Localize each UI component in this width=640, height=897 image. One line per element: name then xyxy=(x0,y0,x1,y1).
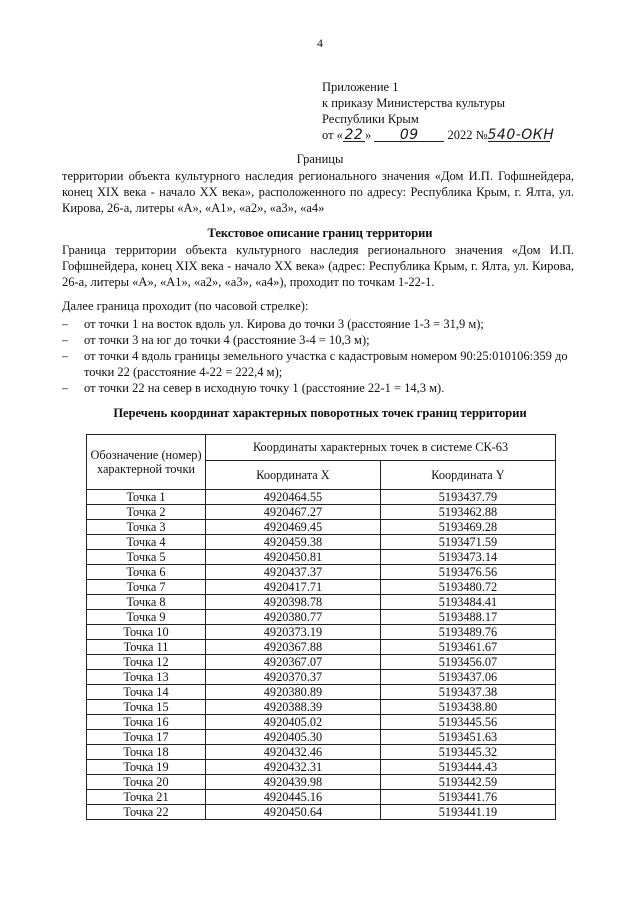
appendix-republic-line: Республики Крым xyxy=(322,112,419,126)
point-cell: Точка 9 xyxy=(87,610,206,625)
table-row xyxy=(87,520,556,535)
point-cell: Точка 5 xyxy=(87,550,206,565)
point-cell: Точка 1 xyxy=(87,490,206,505)
coord-y-cell: 5193456.07 xyxy=(380,655,555,670)
coord-x-cell: 4920467.27 xyxy=(206,505,381,520)
dash-marker: – xyxy=(62,349,69,363)
handwritten-month: 09 xyxy=(374,129,444,142)
point-cell: Точка 20 xyxy=(87,775,206,790)
coord-y-cell: 5193471.59 xyxy=(380,535,555,550)
coord-y-cell: 5193484.41 xyxy=(380,595,555,610)
coord-y-cell: 5193444.43 xyxy=(380,760,555,775)
point-cell: Точка 19 xyxy=(87,760,206,775)
table-row xyxy=(87,805,556,820)
point-cell: Точка 15 xyxy=(87,700,206,715)
coord-x-cell: 4920367.88 xyxy=(206,640,381,655)
coord-y-cell: 5193480.72 xyxy=(380,580,555,595)
coord-x-cell: 4920405.30 xyxy=(206,730,381,745)
coord-x-cell: 4920464.55 xyxy=(206,490,381,505)
boundary-step: – от точки 22 на север в исходную точку 1 (расстояние 22-1 = 14,3 м). xyxy=(62,381,445,395)
appendix-title: Приложение 1 xyxy=(322,80,399,94)
coord-x-cell: 4920432.31 xyxy=(206,760,381,775)
point-cell: Точка 2 xyxy=(87,505,206,520)
coord-y-cell: 5193445.56 xyxy=(380,715,555,730)
table-row xyxy=(87,730,556,745)
boundary-steps-list xyxy=(62,316,582,396)
date-prefix: от « xyxy=(322,128,343,142)
coord-x-cell: 4920367.07 xyxy=(206,655,381,670)
table-row xyxy=(87,565,556,580)
point-cell: Точка 12 xyxy=(87,655,206,670)
table-row xyxy=(87,700,556,715)
boundary-intro: Далее граница проходит (по часовой стрелке): xyxy=(62,299,309,313)
point-cell: Точка 21 xyxy=(87,790,206,805)
point-cell: Точка 11 xyxy=(87,640,206,655)
coord-y-cell: 5193476.56 xyxy=(380,565,555,580)
coord-y-cell: 5193442.59 xyxy=(380,775,555,790)
dash-marker: – xyxy=(62,381,69,395)
boundary-step: – от точки 3 на юг до точки 4 (расстояние 3-4 = 10,3 м); xyxy=(62,333,370,347)
text-description: Граница территории объекта культурного наследия регионального значения «Дом И.П. Гофшнейдера, конец XIX века - начало XX века» (адрес: Республика Крым, г. Ялта, ул. Кирова, 26-а, литеры «А», «А1», «а2», «а3», «а4»), проходит по точкам 1-22-1. xyxy=(62,243,574,289)
appendix-date-line xyxy=(322,127,555,143)
coord-x-cell: 4920370.37 xyxy=(206,670,381,685)
header-x: Координата X xyxy=(206,460,381,489)
coord-x-cell: 4920450.64 xyxy=(206,805,381,820)
point-cell: Точка 8 xyxy=(87,595,206,610)
coord-y-cell: 5193488.17 xyxy=(380,610,555,625)
coord-x-cell: 4920388.39 xyxy=(206,700,381,715)
header-y: Координата Y xyxy=(380,460,555,489)
coord-y-cell: 5193438.80 xyxy=(380,700,555,715)
boundary-step: – от точки 4 вдоль границы земельного участка с кадастровым номером 90:25:010106:359 до точки 22 (расстояние 4-22 = 222,4 м); xyxy=(62,349,568,379)
text-description-heading: Текстовое описание границ территории xyxy=(207,226,433,240)
table-row xyxy=(87,670,556,685)
table-row xyxy=(87,745,556,760)
table-row xyxy=(87,535,556,550)
page-number: 4 xyxy=(317,36,323,50)
coord-x-cell: 4920432.46 xyxy=(206,745,381,760)
table-row xyxy=(87,625,556,640)
point-cell: Точка 10 xyxy=(87,625,206,640)
table-row xyxy=(87,655,556,670)
coord-x-cell: 4920459.38 xyxy=(206,535,381,550)
point-cell: Точка 17 xyxy=(87,730,206,745)
point-cell: Точка 14 xyxy=(87,685,206,700)
table-body xyxy=(87,490,556,820)
coord-x-cell: 4920380.77 xyxy=(206,610,381,625)
coordinates-table xyxy=(86,434,556,820)
table-heading: Перечень координат характерных поворотных точек границ территории xyxy=(113,406,527,420)
date-quote-close: » xyxy=(364,128,372,142)
coord-y-cell: 5193437.79 xyxy=(380,490,555,505)
table-row xyxy=(87,610,556,625)
table-row xyxy=(87,790,556,805)
coord-x-cell: 4920445.16 xyxy=(206,790,381,805)
handwritten-order-number: 540-ОКН xyxy=(487,127,555,143)
coord-y-cell: 5193462.88 xyxy=(380,505,555,520)
coord-y-cell: 5193437.06 xyxy=(380,670,555,685)
coord-x-cell: 4920380.89 xyxy=(206,685,381,700)
appendix-order-line: к приказу Министерства культуры xyxy=(322,96,505,110)
table-row xyxy=(87,715,556,730)
coord-x-cell: 4920398.78 xyxy=(206,595,381,610)
table-row xyxy=(87,490,556,505)
handwritten-day: 22 xyxy=(344,127,364,143)
boundary-step: – от точки 1 на восток вдоль ул. Кирова до точки 3 (расстояние 1-3 = 31,9 м); xyxy=(62,317,484,331)
document-title: Границы xyxy=(296,152,344,166)
coord-y-cell: 5193441.76 xyxy=(380,790,555,805)
coord-y-cell: 5193451.63 xyxy=(380,730,555,745)
table-row xyxy=(87,685,556,700)
coord-y-cell: 5193437.38 xyxy=(380,685,555,700)
coord-x-cell: 4920417.71 xyxy=(206,580,381,595)
point-cell: Точка 13 xyxy=(87,670,206,685)
point-cell: Точка 3 xyxy=(87,520,206,535)
table-row xyxy=(87,550,556,565)
appendix-block xyxy=(322,79,555,143)
table-row xyxy=(87,640,556,655)
dash-marker: – xyxy=(62,317,69,331)
point-cell: Точка 4 xyxy=(87,535,206,550)
document-subtitle: территории объекта культурного наследия регионального значения «Дом И.П. Гофшнейдера, конец XIX века - начало XX века», расположенного по адресу: Республика Крым, г. Ялта, ул. Кирова, 26-а, литеры «А», «А1», «а2», «а3», «а4» xyxy=(62,169,574,215)
coord-y-cell: 5193441.19 xyxy=(380,805,555,820)
coord-y-cell: 5193445.32 xyxy=(380,745,555,760)
coord-x-cell: 4920437.37 xyxy=(206,565,381,580)
point-cell: Точка 18 xyxy=(87,745,206,760)
coord-y-cell: 5193473.14 xyxy=(380,550,555,565)
coord-y-cell: 5193461.67 xyxy=(380,640,555,655)
table-row xyxy=(87,595,556,610)
coord-y-cell: 5193489.76 xyxy=(380,625,555,640)
point-cell: Точка 16 xyxy=(87,715,206,730)
coord-x-cell: 4920405.02 xyxy=(206,715,381,730)
table-row xyxy=(87,580,556,595)
header-coords: Координаты характерных точек в системе СК-63 xyxy=(206,435,556,461)
header-point: Обозначение (номер) характерной точки xyxy=(87,435,206,490)
coord-x-cell: 4920469.45 xyxy=(206,520,381,535)
order-year: 2022 № xyxy=(447,128,488,142)
point-cell: Точка 6 xyxy=(87,565,206,580)
table-row xyxy=(87,505,556,520)
point-cell: Точка 22 xyxy=(87,805,206,820)
dash-marker: – xyxy=(62,333,69,347)
coord-x-cell: 4920373.19 xyxy=(206,625,381,640)
coord-x-cell: 4920450.81 xyxy=(206,550,381,565)
point-cell: Точка 7 xyxy=(87,580,206,595)
coord-x-cell: 4920439.98 xyxy=(206,775,381,790)
coord-y-cell: 5193469.28 xyxy=(380,520,555,535)
table-row xyxy=(87,760,556,775)
table-row xyxy=(87,775,556,790)
